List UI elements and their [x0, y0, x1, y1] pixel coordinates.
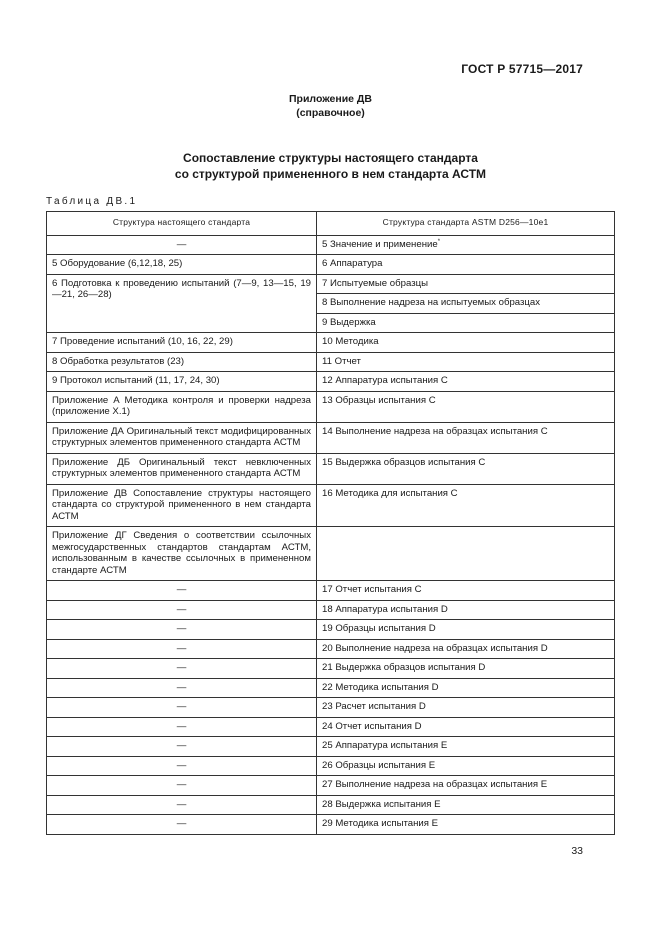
table-cell-left: —: [47, 620, 317, 640]
table-cell-right: 15 Выдержка образцов испытания С: [317, 453, 615, 484]
table-row: [47, 815, 615, 835]
table-row: [47, 274, 615, 294]
table-cell-left: —: [47, 678, 317, 698]
table-row: [47, 639, 615, 659]
page-number: 33: [571, 845, 583, 857]
table-cell-left: —: [47, 698, 317, 718]
table-cell-right: 26 Образцы испытания Е: [317, 756, 615, 776]
table-cell-right: 11 Отчет: [317, 352, 615, 372]
table-cell-right: 20 Выполнение надреза на образцах испытания D: [317, 639, 615, 659]
table-cell-left: 7 Проведение испытаний (10, 16, 22, 29): [47, 333, 317, 353]
table-cell-left: —: [47, 235, 317, 255]
table-cell-left: —: [47, 737, 317, 757]
table-row: [47, 255, 615, 275]
table-row: [47, 620, 615, 640]
table-row: [47, 776, 615, 796]
table-cell-left: —: [47, 717, 317, 737]
section-heading: [0, 150, 661, 182]
annex-title: Приложение ДВ: [289, 93, 372, 105]
table-cell-right: 10 Методика: [317, 333, 615, 353]
table-cell-left: Приложение А Методика контроля и проверки надреза (приложение Х.1): [47, 391, 317, 422]
table-cell-left: 9 Протокол испытаний (11, 17, 24, 30): [47, 372, 317, 392]
table-row: [47, 659, 615, 679]
table-cell-right: 9 Выдержка: [317, 313, 615, 333]
table-cell-left: Приложение ДА Оригинальный текст модифицированных структурных элементов примененного стандарта АСТМ: [47, 422, 317, 453]
table-row: [47, 484, 615, 527]
table-row: [47, 235, 615, 255]
table-row: [47, 795, 615, 815]
table-row: [47, 756, 615, 776]
table-row: [47, 372, 615, 392]
table-row: [47, 600, 615, 620]
table-cell-right: 19 Образцы испытания D: [317, 620, 615, 640]
comparison-table: [46, 211, 615, 835]
table-cell-right: 28 Выдержка испытания Е: [317, 795, 615, 815]
table-cell-right: 18 Аппаратура испытания D: [317, 600, 615, 620]
section-heading-line-2: со структурой примененного в нем стандарта АСТМ: [174, 167, 487, 181]
table-title: Таблица ДВ.1: [46, 196, 138, 207]
table-row: [47, 422, 615, 453]
table-row: [47, 391, 615, 422]
table-row: [47, 698, 615, 718]
table-cell-left: —: [47, 639, 317, 659]
table-cell-right: 27 Выполнение надреза на образцах испытания Е: [317, 776, 615, 796]
table-row: [47, 333, 615, 353]
table-cell-right: 7 Испытуемые образцы: [317, 274, 615, 294]
table-cell-right: 12 Аппаратура испытания С: [317, 372, 615, 392]
table-row: [47, 453, 615, 484]
column-header-astm-standard: Структура стандарта ASTM D256—10e1: [317, 212, 615, 236]
table-row: [47, 527, 615, 581]
table-cell-right: 29 Методика испытания Е: [317, 815, 615, 835]
table-cell-right: 23 Расчет испытания D: [317, 698, 615, 718]
table-cell-right: 21 Выдержка образцов испытания D: [317, 659, 615, 679]
table-cell-left: 6 Подготовка к проведению испытаний (7—9, 13—15, 19—21, 26—28): [47, 274, 317, 333]
table-cell-right: 8 Выполнение надреза на испытуемых образцах: [317, 294, 615, 314]
table-cell-left: —: [47, 815, 317, 835]
table-cell-left: —: [47, 776, 317, 796]
table-cell-right: [317, 235, 615, 255]
table-header-row: [47, 212, 615, 236]
table-cell-right: 22 Методика испытания D: [317, 678, 615, 698]
table-row: [47, 737, 615, 757]
table-cell-right: 17 Отчет испытания С: [317, 581, 615, 601]
section-heading-line-1: Сопоставление структуры настоящего стандарта: [183, 151, 478, 165]
table-row: [47, 581, 615, 601]
table-cell-right: 6 Аппаратура: [317, 255, 615, 275]
table-cell-left: —: [47, 756, 317, 776]
footnote-marker: *: [437, 238, 441, 245]
table-cell-right: 13 Образцы испытания С: [317, 391, 615, 422]
table-row: [47, 678, 615, 698]
annex-subtitle: (справочное): [296, 107, 365, 119]
annex-heading: [0, 92, 661, 120]
table-cell-left: 5 Оборудование (6,12,18, 25): [47, 255, 317, 275]
table-cell-right: 14 Выполнение надреза на образцах испытания С: [317, 422, 615, 453]
table-row: [47, 717, 615, 737]
table-cell-left: Приложение ДВ Сопоставление структуры настоящего стандарта со структурой примененного в нем стандарта АСТМ: [47, 484, 317, 527]
table-cell-left: —: [47, 600, 317, 620]
table-cell-left: —: [47, 659, 317, 679]
document-code: ГОСТ Р 57715—2017: [461, 62, 583, 76]
table-row: [47, 352, 615, 372]
table-cell-left: Приложение ДБ Оригинальный текст невключенных структурных элементов примененного стандарта АСТМ: [47, 453, 317, 484]
table-cell-left: 8 Обработка результатов (23): [47, 352, 317, 372]
table-cell-right: [317, 527, 615, 581]
table-cell-right: 16 Методика для испытания С: [317, 484, 615, 527]
table-cell-left: —: [47, 581, 317, 601]
table-cell-right: 25 Аппаратура испытания Е: [317, 737, 615, 757]
table-cell-right: 24 Отчет испытания D: [317, 717, 615, 737]
table-cell-right-text: 5 Значение и применение: [322, 238, 438, 250]
table-cell-left: Приложение ДГ Сведения о соответствии ссылочных межгосударственных стандартов стандартам АСТМ, использованным в качестве ссылочных в примененном стандарте АСТМ: [47, 527, 317, 581]
table-cell-left: —: [47, 795, 317, 815]
column-header-this-standard: Структура настоящего стандарта: [47, 212, 317, 236]
